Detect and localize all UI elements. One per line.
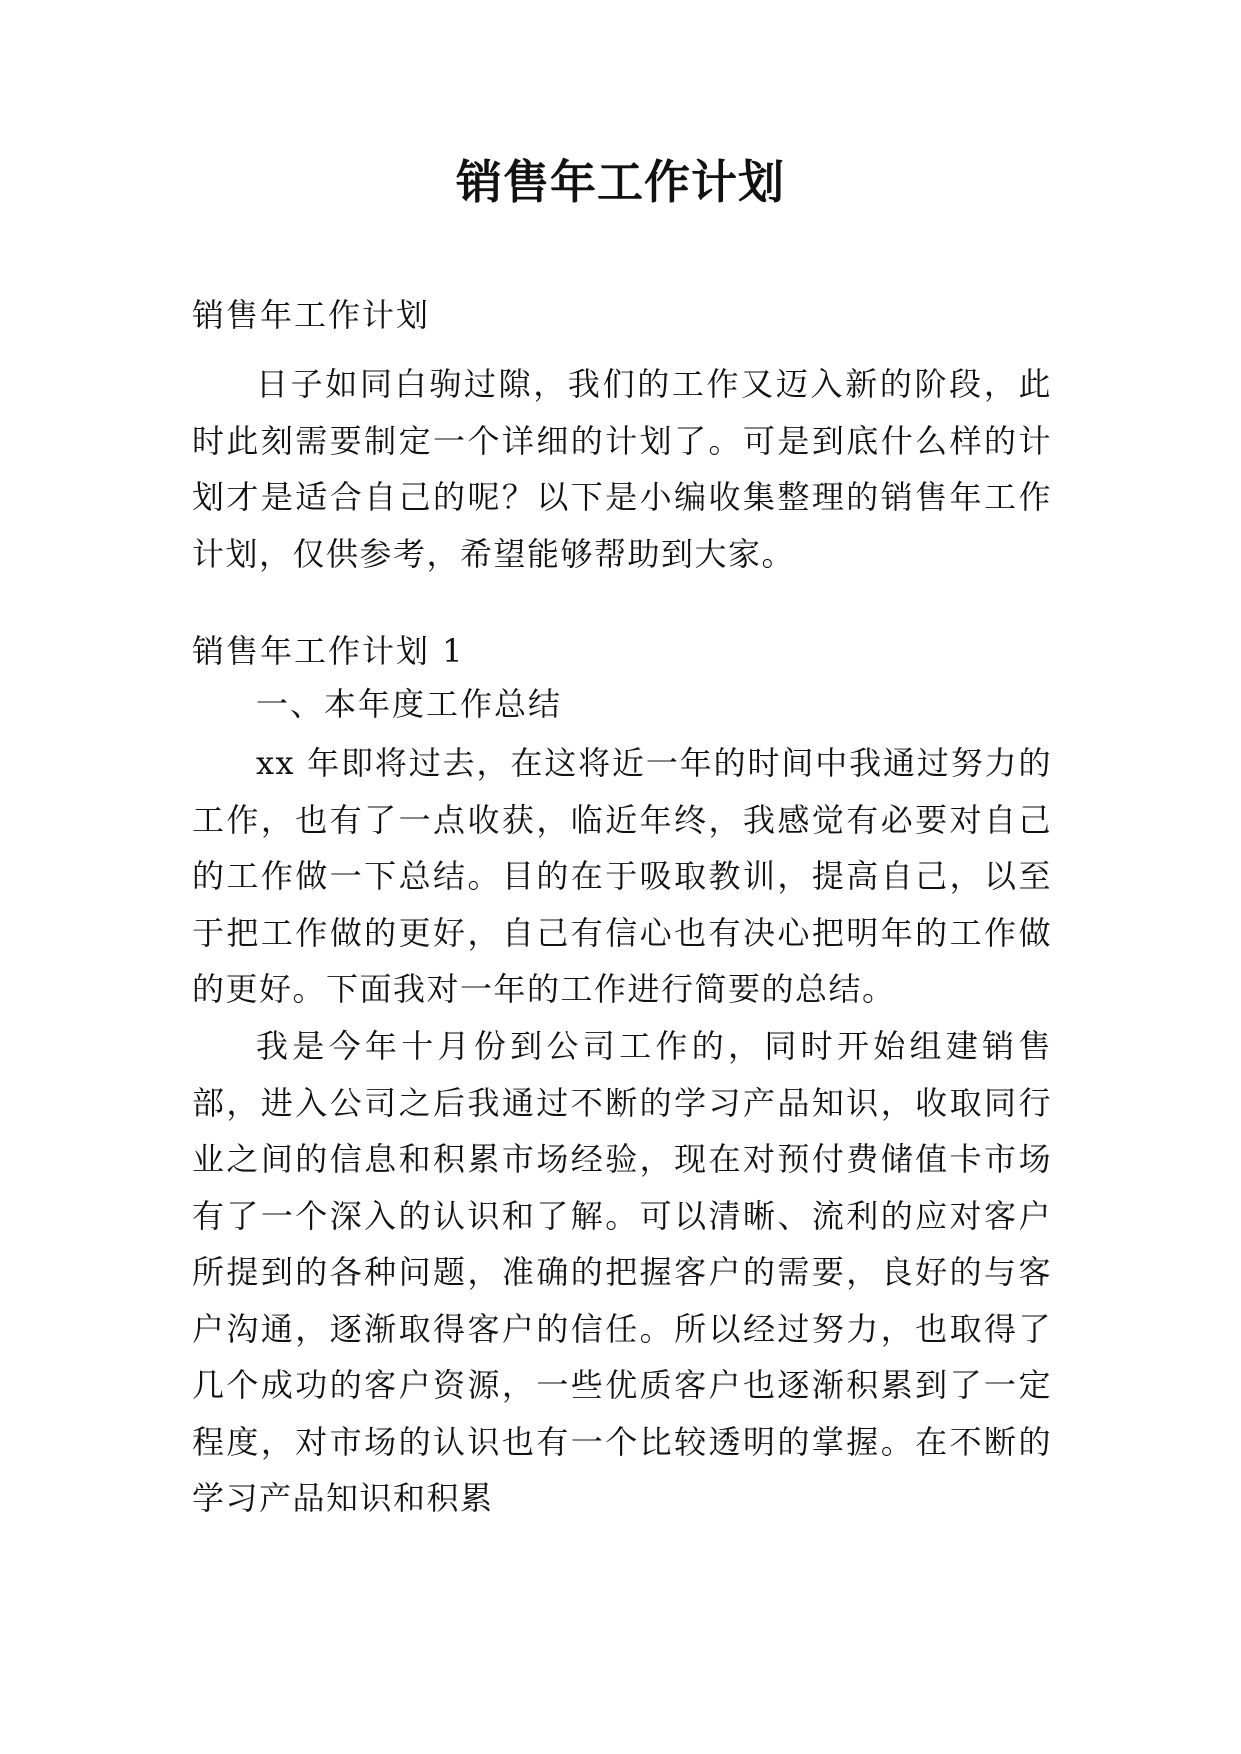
section-title: 销售年工作计划 1 xyxy=(192,632,465,670)
document-title: 销售年工作计划 xyxy=(456,155,785,209)
summary-paragraph-1: xx 年即将过去，在这将近一年的时间中我通过努力的工作，也有了一点收获，临近年终，我感觉有必要对自己的工作做一下总结。目的在于吸取教训，提高自己，以至于把工作做的更好，自己有信心也有决心把明年的工作做的更好。下面我对一年的工作进行简要的总结。 xyxy=(192,744,1052,1008)
document-subtitle: 销售年工作计划 xyxy=(192,296,431,334)
intro-paragraph: 日子如同白驹过隙，我们的工作又迈入新的阶段，此时此刻需要制定一个详细的计划了。可是到底什么样的计划才是适合自己的呢？以下是小编收集整理的销售年工作计划，仅供参考，希望能够帮助到大家。 xyxy=(192,365,1052,573)
section-heading: 一、本年度工作总结 xyxy=(256,685,563,723)
summary-paragraph-2: 我是今年十月份到公司工作的，同时开始组建销售部，进入公司之后我通过不断的学习产品知识，收取同行业之间的信息和积累市场经验，现在对预付费储值卡市场有了一个深入的认识和了解。可以清晰、流利的应对客户所提到的各种问题，准确的把握客户的需要，良好的与客户沟通，逐渐取得客户的信任。所以经过努力，也取得了几个成功的客户资源，一些优质客户也逐渐积累到了一定程度，对市场的认识也有一个比较透明的掌握。在不断的学习产品知识和积累 xyxy=(192,1027,1052,1517)
